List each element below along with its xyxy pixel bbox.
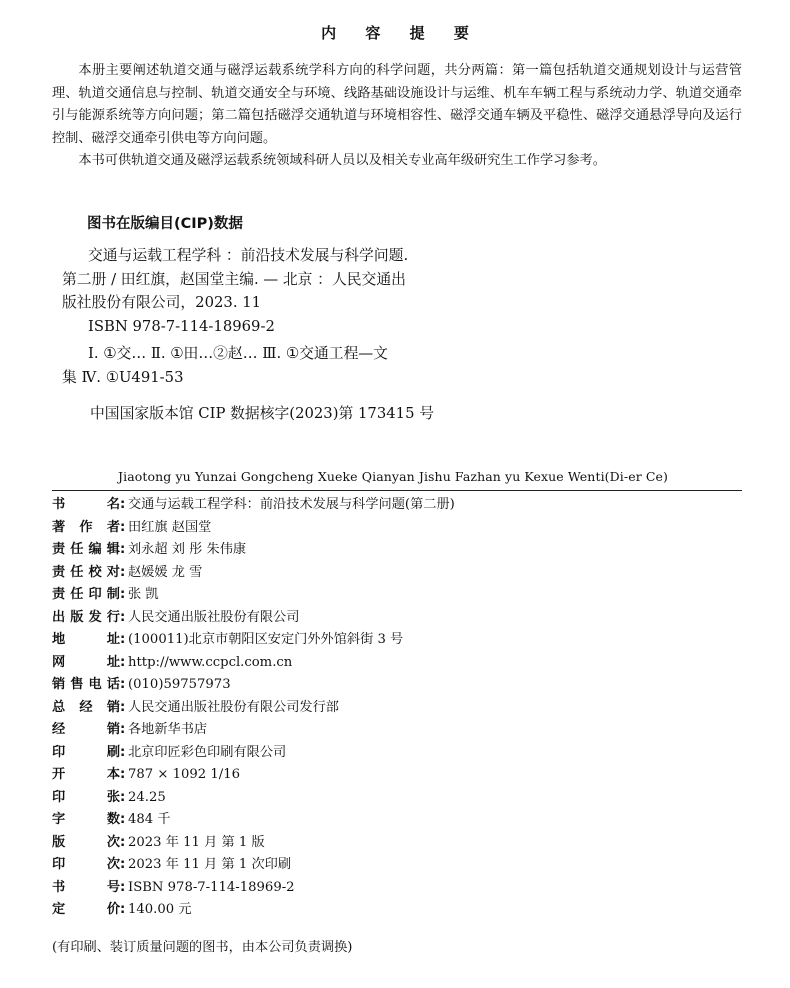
info-label-char: 出	[52, 609, 66, 625]
info-label-char: 销	[106, 722, 120, 737]
info-label	[52, 584, 120, 607]
summary-title: 内 容 提 要	[321, 24, 481, 42]
cip-line: 版社股份有限公司，2023. 11	[62, 294, 262, 311]
info-label-char: 行	[106, 609, 120, 625]
info-label-char: 次	[106, 834, 120, 850]
info-label-char: 开	[52, 767, 66, 782]
info-label-char: 网	[52, 654, 66, 670]
info-value: (100011)北京市朝阳区安定门外外馆斜街 3 号	[128, 632, 404, 647]
info-label-char: 销	[106, 699, 120, 715]
info-label-char: 电	[88, 677, 102, 692]
info-label	[52, 517, 120, 540]
info-value: 田红旗 赵国堂	[128, 519, 212, 535]
info-label-char: 书	[52, 879, 66, 895]
publication-info	[52, 494, 752, 922]
info-row: 印 张 : 24.25	[52, 787, 752, 810]
info-row: 书 号 : ISBN 978-7-114-18969-2	[52, 877, 752, 900]
info-label-char: 责	[52, 564, 66, 580]
info-label	[52, 674, 120, 697]
info-label	[52, 539, 120, 562]
info-label	[52, 629, 120, 652]
info-row: 版 次 : 2023 年 11 月 第 1 版	[52, 832, 752, 855]
info-value: 24.25	[128, 789, 166, 805]
divider	[52, 490, 742, 491]
info-label-char: 责	[52, 587, 66, 602]
info-row: 地 址 : (100011)北京市朝阳区安定门外外馆斜街 3 号	[52, 629, 752, 652]
info-label-char: 辑	[106, 542, 120, 557]
info-label-char: 字	[52, 812, 66, 827]
info-label-char: 本	[106, 767, 120, 782]
info-value: 赵媛媛 龙 雪	[128, 564, 203, 580]
info-label-char: 销	[52, 677, 66, 692]
cip-record	[62, 244, 482, 338]
pinyin-title: Jiaotong yu Yunzai Gongcheng Xueke Qianyan Jishu Fazhan yu Kexue Wenti(Di-er Ce)	[118, 469, 668, 484]
info-label	[52, 607, 120, 630]
info-row: 定 价 : 140.00 元	[52, 899, 752, 922]
info-label-char: 印	[52, 857, 66, 872]
info-value: 2023 年 11 月 第 1 次印刷	[128, 857, 292, 872]
quality-notice: (有印刷、装订质量问题的图书，由本公司负责调换)	[52, 940, 353, 955]
info-label	[52, 764, 120, 787]
info-label	[52, 787, 120, 810]
cip-isbn: ISBN 978-7-114-18969-2	[88, 317, 275, 335]
info-label	[52, 652, 120, 675]
info-label	[52, 562, 120, 585]
info-row: 开 本 : 787 × 1092 1/16	[52, 764, 752, 787]
info-label-char: 印	[88, 587, 102, 602]
info-value: 787 × 1092 1/16	[128, 767, 240, 782]
info-value: 张 凯	[128, 587, 159, 602]
info-label-char: 址	[106, 654, 120, 670]
cip-class-line: 集 Ⅳ. ①U491-53	[62, 368, 184, 386]
info-label-char: 刷	[106, 744, 120, 760]
info-label-char: 话	[106, 677, 120, 692]
info-row: 出 版 发 行 : 人民交通出版社股份有限公司	[52, 607, 752, 630]
info-value: 刘永超 刘 彤 朱伟康	[128, 542, 247, 557]
summary-paragraph: 本书可供轨道交通及磁浮运载系统领域科研人员以及相关专业高年级研究生工作学习参考。	[78, 153, 606, 168]
info-label	[52, 832, 120, 855]
cip-heading: 图书在版编目(CIP)数据	[87, 216, 243, 232]
info-value: 交通与运载工程学科：前沿技术发展与科学问题(第二册)	[128, 497, 455, 512]
info-row: 印 次 : 2023 年 11 月 第 1 次印刷	[52, 854, 752, 877]
info-label-char: 制	[106, 587, 120, 602]
info-row: 网 址 : http://www.ccpcl.com.cn	[52, 652, 752, 675]
info-label	[52, 742, 120, 765]
info-value: 人民交通出版社股份有限公司	[128, 609, 300, 625]
cip-record-number: 中国国家版本馆 CIP 数据核字(2023)第 173415 号	[90, 405, 434, 422]
info-label-char: 著	[52, 519, 66, 535]
info-label	[52, 494, 120, 517]
info-label-char: 版	[52, 834, 66, 850]
info-row: 销 售 电 话 : (010)59757973	[52, 674, 752, 697]
info-label-char: 对	[106, 564, 120, 580]
info-row: 字 数 : 484 千	[52, 809, 752, 832]
info-label-char: 责	[52, 542, 66, 557]
cip-class-line: Ⅰ. ①交… Ⅱ. ①田…②赵… Ⅲ. ①交通工程—文	[88, 345, 388, 362]
info-label-char: 号	[106, 879, 120, 895]
info-label-char: 定	[52, 902, 66, 917]
info-label-char: 作	[79, 519, 93, 535]
info-label	[52, 697, 120, 720]
info-label-char: 经	[79, 699, 93, 715]
info-label-char: 总	[52, 699, 66, 715]
info-label-char: 名	[106, 497, 120, 512]
info-row: 经 销 : 各地新华书店	[52, 719, 752, 742]
info-label-char: 编	[88, 542, 102, 557]
info-label-char: 张	[106, 789, 120, 805]
cip-line: 第二册 / 田红旗，赵国堂主编. — 北京 ：人民交通出	[62, 270, 406, 288]
cip-line: 交通与运载工程学科 ：前沿技术发展与科学问题.	[88, 247, 409, 264]
info-value: 各地新华书店	[128, 722, 208, 737]
summary-text	[52, 60, 742, 173]
info-label-char: 任	[70, 564, 84, 580]
info-label	[52, 719, 120, 742]
info-label-char: 地	[52, 632, 66, 647]
info-label-char: 售	[70, 677, 84, 692]
info-row: 总 经 销 : 人民交通出版社股份有限公司发行部	[52, 697, 752, 720]
info-label-char: 发	[88, 609, 102, 625]
info-value: (010)59757973	[128, 677, 231, 692]
info-row: 著 作 者 : 田红旗 赵国堂	[52, 517, 752, 540]
info-value: 140.00 元	[128, 902, 192, 917]
info-label-char: 经	[52, 722, 66, 737]
info-value: ISBN 978-7-114-18969-2	[128, 879, 295, 895]
info-value: http://www.ccpcl.com.cn	[128, 654, 293, 670]
info-label-char: 价	[106, 902, 120, 917]
cip-classification	[62, 342, 502, 389]
info-label-char: 数	[106, 812, 120, 827]
info-label-char: 任	[70, 542, 84, 557]
summary-paragraph: 本册主要阐述轨道交通与磁浮运载系统学科方向的科学问题，共分两篇：第一篇包括轨道交通规划设计与运营管理、轨道交通信息与控制、轨道交通安全与环境、线路基础设施设计与运维、机车车辆工程与系统动力学、轨道交通牵引与能源系统等方向问题；第二篇包括磁浮交通轨道与环境相容性、磁浮交通车辆及平稳性、磁浮交通悬浮导向及运行控制、磁浮交通牵引供电等方向问题。	[52, 63, 742, 146]
info-row: 责 任 印 制 : 张 凯	[52, 584, 752, 607]
info-label-char: 任	[70, 587, 84, 602]
info-row: 印 刷 : 北京印匠彩色印刷有限公司	[52, 742, 752, 765]
info-label-char: 校	[88, 564, 102, 580]
info-label-char: 印	[52, 744, 66, 760]
info-value: 北京印匠彩色印刷有限公司	[128, 744, 287, 760]
info-value: 2023 年 11 月 第 1 版	[128, 834, 265, 850]
info-value: 人民交通出版社股份有限公司发行部	[128, 699, 339, 715]
info-value: 484 千	[128, 812, 171, 827]
info-label	[52, 899, 120, 922]
info-label-char: 版	[70, 609, 84, 625]
info-label	[52, 809, 120, 832]
info-label-char: 次	[106, 857, 120, 872]
info-row: 书 名 : 交通与运载工程学科：前沿技术发展与科学问题(第二册)	[52, 494, 752, 517]
info-label-char: 书	[52, 497, 66, 512]
info-label	[52, 877, 120, 900]
info-label-char: 印	[52, 789, 66, 805]
info-row: 责 任 校 对 : 赵媛媛 龙 雪	[52, 562, 752, 585]
info-row: 责 任 编 辑 : 刘永超 刘 彤 朱伟康	[52, 539, 752, 562]
info-label	[52, 854, 120, 877]
info-label-char: 者	[106, 519, 120, 535]
info-label-char: 址	[106, 632, 120, 647]
